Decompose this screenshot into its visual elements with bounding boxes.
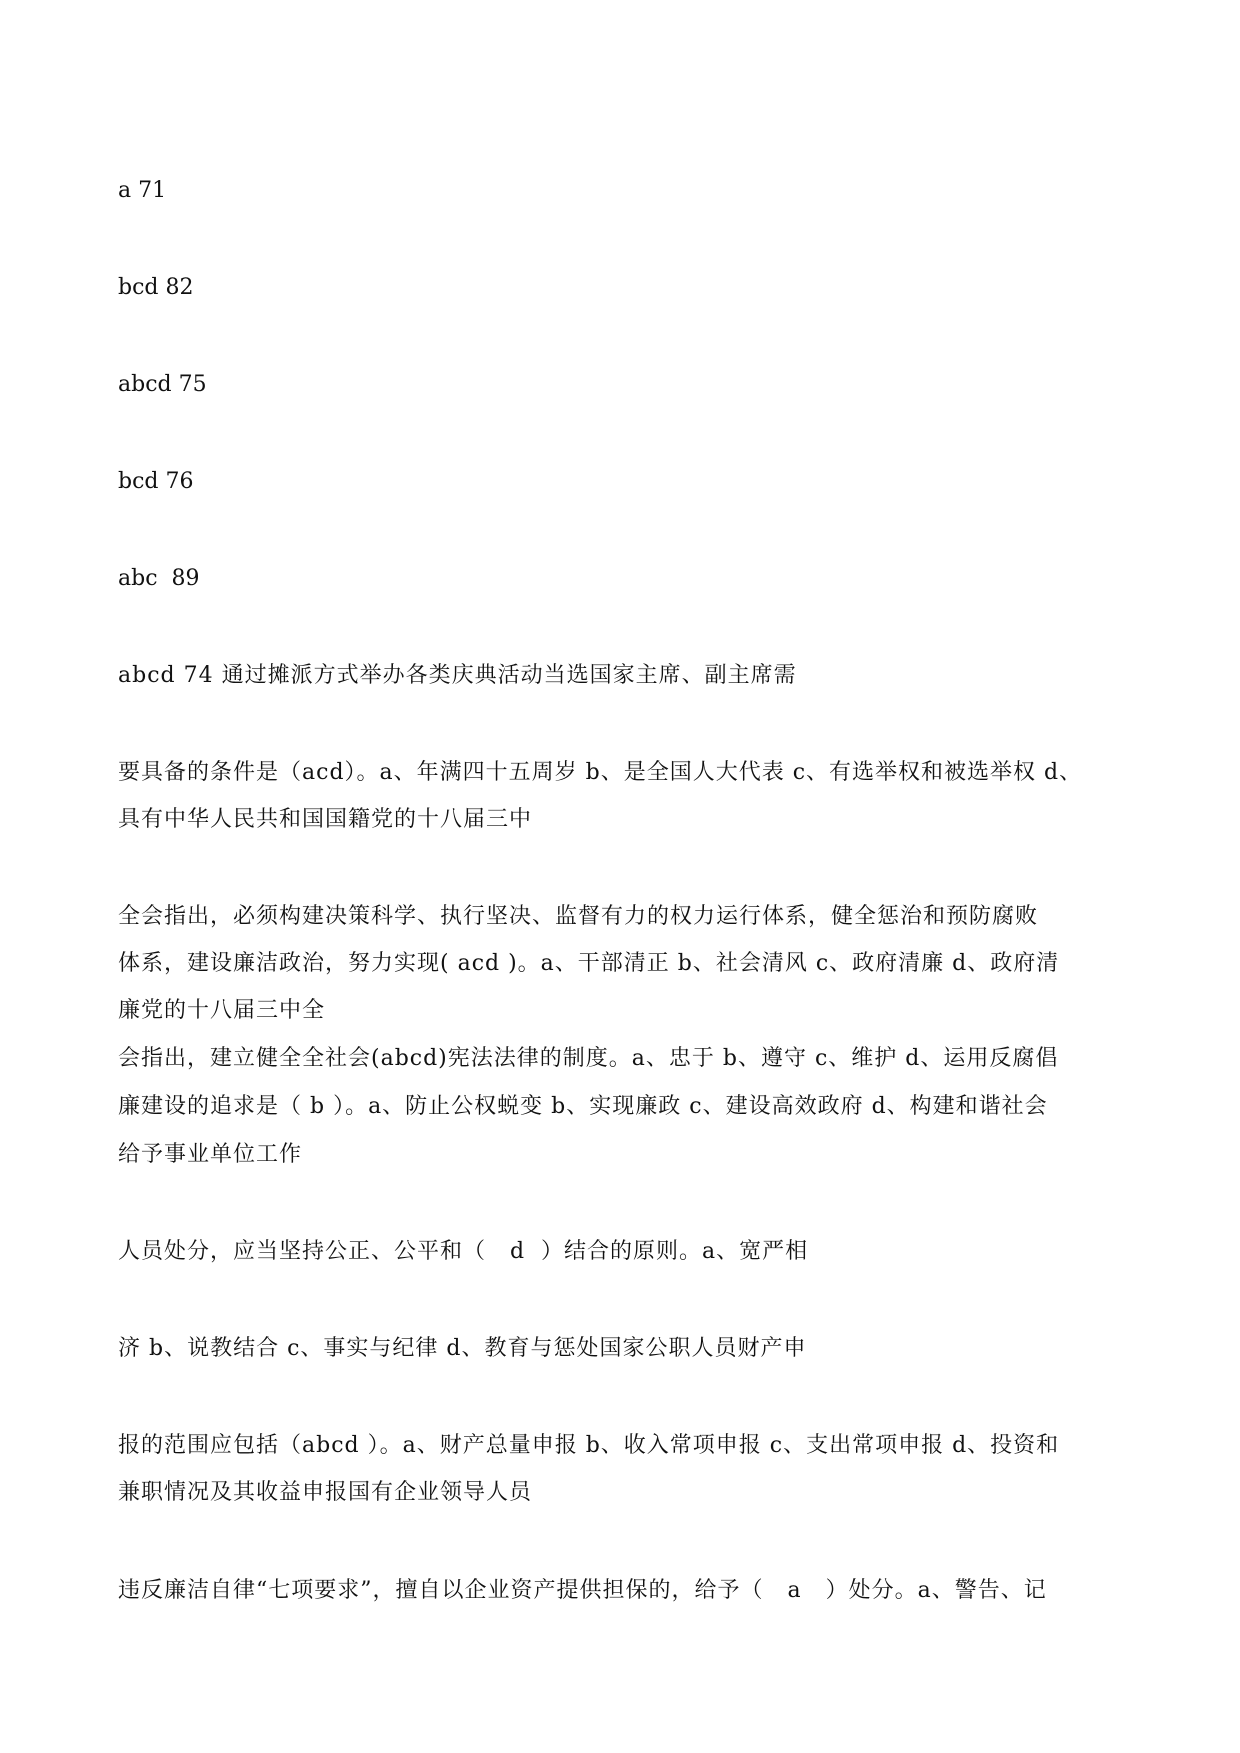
text-line: 人员处分，应当坚持公正、公平和（ d ）结合的原则。a、宽严相 (118, 1239, 809, 1264)
text-line: 体系，建设廉洁政治，努力实现( acd )。a、干部清正 b、社会清风 c、政府清廉 d、政府清 (118, 951, 1060, 976)
text-line: 具有中华人民共和国国籍党的十八届三中 (118, 807, 533, 832)
text-line: bcd 76 (118, 469, 194, 494)
text-line: 兼职情况及其收益申报国有企业领导人员 (118, 1480, 533, 1505)
text-line: 全会指出，必须构建决策科学、执行坚决、监督有力的权力运行体系，健全惩治和预防腐败 (118, 904, 1039, 929)
text-line: 廉党的十八届三中全 (118, 998, 326, 1023)
text-line: 报的范围应包括（abcd ）。a、财产总量申报 b、收入常项申报 c、支出常项申报 d、投资和 (118, 1433, 1060, 1458)
text-line: 会指出，建立健全全社会(abcd)宪法法律的制度。a、忠于 b、遵守 c、维护 d、运用反腐倡 (118, 1046, 1059, 1071)
text-line: a 71 (118, 178, 167, 203)
text-line: 要具备的条件是（acd）。a、年满四十五周岁 b、是全国人大代表 c、有选举权和被选举权 d、 (118, 760, 1083, 785)
text-line: abcd 74 通过摊派方式举办各类庆典活动当选国家主席、副主席需 (118, 663, 797, 688)
text-line: 济 b、说教结合 c、事实与纪律 d、教育与惩处国家公职人员财产申 (118, 1336, 807, 1361)
text-line: bcd 82 (118, 275, 194, 300)
text-line: abc 89 (118, 566, 200, 591)
text-line: abcd 75 (118, 372, 207, 397)
text-line: 给予事业单位工作 (118, 1142, 303, 1167)
text-line: 违反廉洁自律“七项要求”，擅自以企业资产提供担保的，给予（ a ）处分。a、警告、记 (118, 1578, 1047, 1603)
text-line: 廉建设的追求是（ b ）。a、防止公权蜕变 b、实现廉政 c、建设高效政府 d、构建和谐社会 (118, 1094, 1048, 1119)
